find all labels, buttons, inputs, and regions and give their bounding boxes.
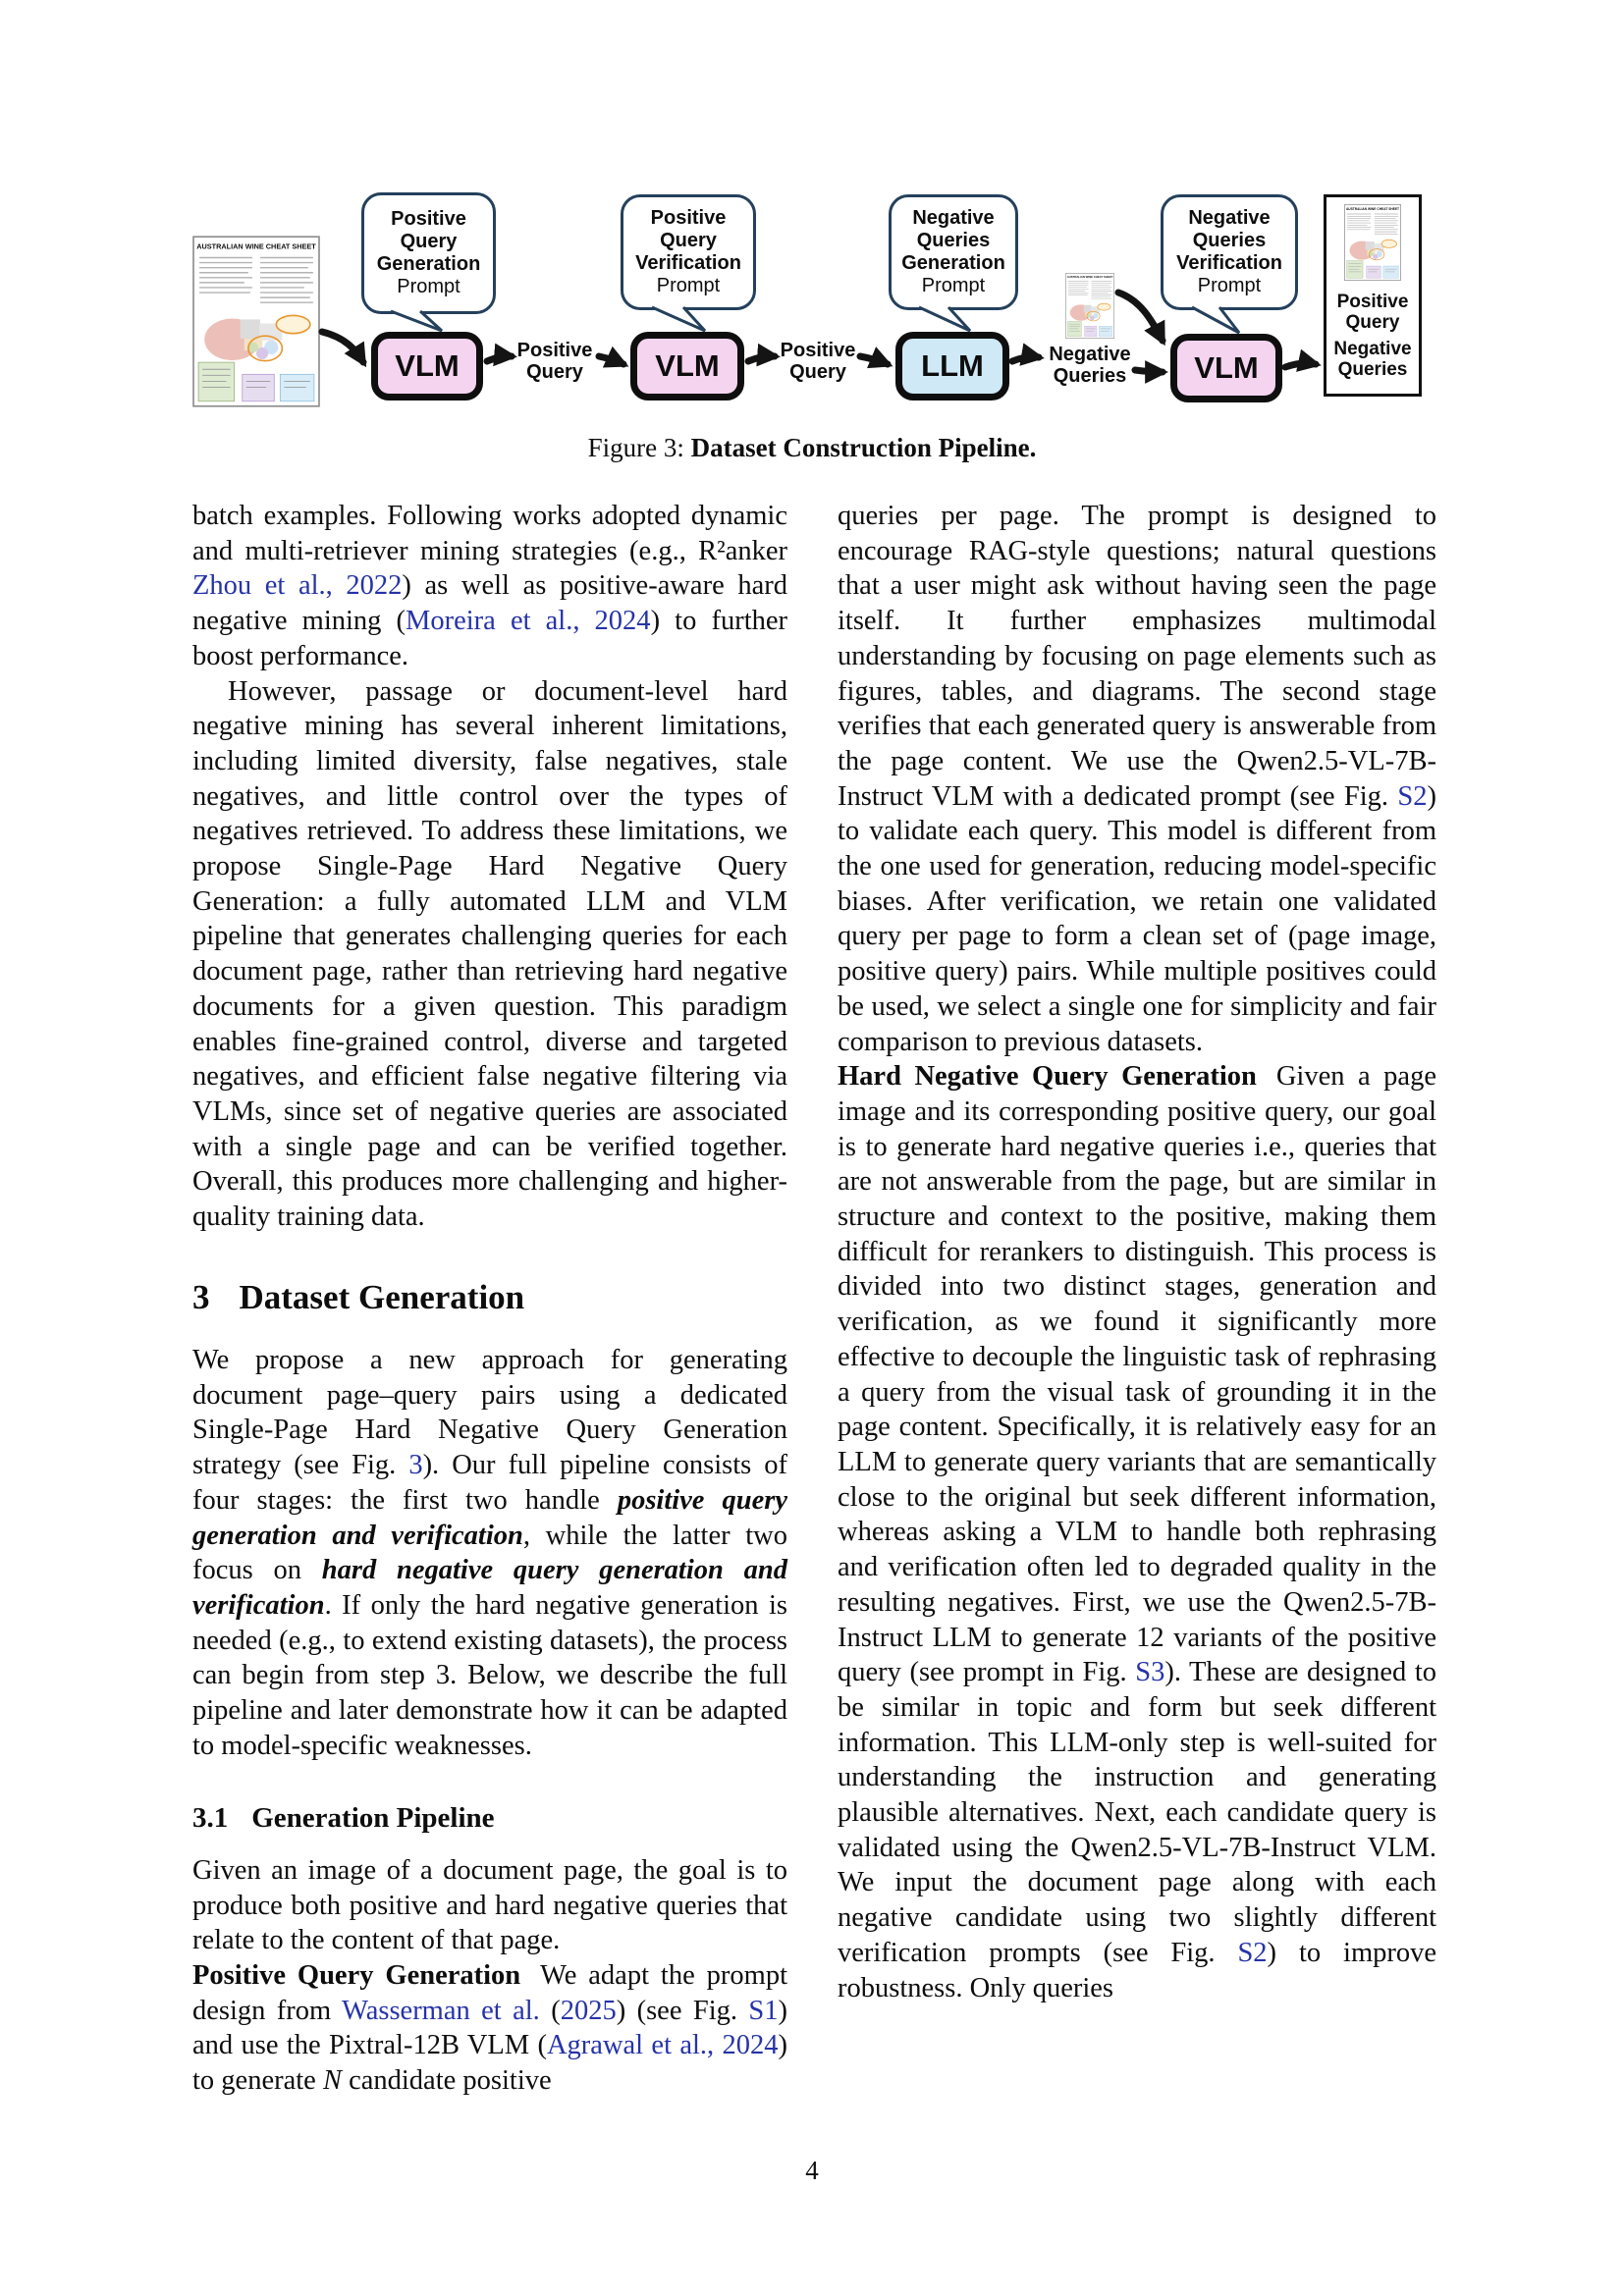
section-heading	[192, 1278, 787, 1317]
paragraph	[192, 1958, 787, 2099]
bubble-tail-4	[1192, 307, 1239, 333]
citation-link[interactable]: S3	[1135, 1657, 1165, 1688]
model-label: LLM	[921, 348, 984, 383]
bubble-tail-3	[919, 307, 970, 331]
flow-label-positive-query-2: Positive Query	[780, 340, 856, 384]
text-segment: positive query generation and verification	[192, 1484, 787, 1551]
figure-caption-prefix: Figure 3:	[587, 433, 691, 462]
run-in-heading: Positive Query Generation	[192, 1959, 521, 1991]
arrow-minithumb-to-vlm3	[1118, 293, 1163, 341]
bubble-tail-2	[652, 307, 705, 331]
section-heading	[192, 1802, 787, 1835]
output-negative-queries-label: Negative Queries	[1333, 338, 1412, 380]
prompt-bubble-title: Positive Query Generation	[376, 208, 481, 275]
text-segment: (	[539, 1995, 561, 2026]
text-segment: ) (see Fig.	[616, 1995, 749, 2026]
text-segment: ). These are designed to be similar in topic and form but seek different information. This LLM-only step is well-suited for understanding the instruction and generating plausible alternatives. Next, each candidate query is validated using the Qwen2.5-VL-7B-Instruct VLM. We input the document page along with each negative candidate using two slightly different verification prompts (see Fig.	[838, 1657, 1436, 1968]
text-segment: , while the latter two focus on	[192, 1520, 787, 1586]
text-segment: However, passage or document-level hard negative mining has several inherent limitations, including limited diversity, false negatives, stale negatives, and little control over the types of negatives retrieved. To address these limitations, we propose Single-Page Hard Negative Query Generation: a fully automated LLM and VLM pipeline that generates challenging queries for each document page, rather than retrieving hard negative documents for a given question. This paradigm enables fine-grained control, diverse and targeted negatives, and efficient false negative filtering via VLMs, since set of negative queries are associated with a single page and can be verified together. Overall, this produces more challenging and higher-quality training data.	[192, 675, 787, 1233]
text-segment: candidate positive	[341, 2065, 552, 2097]
document-page-thumbnail-output	[1344, 204, 1401, 281]
citation-link[interactable]: S1	[748, 1995, 779, 2026]
paragraph	[192, 674, 787, 1235]
vlm-box-negative-verification	[1170, 334, 1282, 402]
text-segment: ) to improve robustness. Only queries	[838, 1937, 1437, 2003]
prompt-bubble-title: Negative Queries Generation	[901, 207, 1005, 274]
text-segment: queries per page. The prompt is designed to encourage RAG-style questions; natural questions that a user might ask without having seen the page itself. It further emphasizes multimodal understanding by focusing on page elements such as figures, tables, and diagrams. The second stage verifies that each generated query is answerable from the page content. We use the Qwen2.5-VL-7B-Instruct VLM with a dedicated prompt (see Fig.	[838, 501, 1436, 812]
right-column	[838, 499, 1436, 2005]
prompt-bubble-subtitle: Prompt	[1197, 274, 1262, 296]
prompt-bubble-subtitle: Prompt	[656, 274, 721, 296]
text-segment: ) to further boost performance.	[192, 606, 787, 671]
citation-link[interactable]: 3	[408, 1450, 423, 1481]
text-segment: Given an image of a document page, the goal is to produce both positive and hard negative queries that relate to the content of that page.	[192, 1854, 787, 1956]
section-number: 3.1	[192, 1802, 229, 1835]
run-in-heading: Hard Negative Query Generation	[838, 1061, 1257, 1093]
document-page-thumbnail-small	[1065, 273, 1114, 339]
text-segment: We propose a new approach for generating document page–query pairs using a dedicated Single-Page Hard Negative Query Generation strategy (see Fig.	[192, 1345, 787, 1481]
prompt-bubble-title: Negative Queries Verification	[1176, 207, 1282, 274]
text-segment: . If only the hard negative generation is needed (e.g., to extend existing datasets), the process can begin from step 3. Below, we describe the full pipeline and later demonstrate how it can be adapted to model-specific weaknesses.	[192, 1589, 787, 1761]
prompt-bubble-subtitle: Prompt	[397, 275, 460, 297]
paragraph	[838, 499, 1436, 1059]
section-title: Dataset Generation	[239, 1277, 525, 1316]
citation-link[interactable]: Zhou et al., 2022	[192, 570, 403, 602]
model-label: VLM	[655, 348, 720, 383]
citation-link[interactable]: Agrawal et al., 2024	[546, 2030, 779, 2061]
citation-link[interactable]: S2	[1397, 780, 1428, 812]
prompt-bubble-positive-generation	[361, 192, 496, 314]
model-label: VLM	[1194, 350, 1259, 385]
vlm-box-generation	[371, 332, 483, 400]
model-label: VLM	[395, 348, 460, 383]
flow-label-negative-queries: Negative Queries	[1049, 344, 1131, 388]
text-segment: batch examples. Following works adopted dynamic and multi-retriever mining strategies (e.g., R²anker	[192, 501, 787, 566]
citation-link[interactable]: Wasserman et al.	[342, 1995, 540, 2026]
prompt-bubble-negative-generation	[889, 194, 1018, 310]
arrow-doc-to-vlm1	[322, 332, 363, 362]
page-number: 4	[805, 2156, 819, 2185]
section-number: 3	[192, 1277, 210, 1316]
bubble-tail-1	[391, 311, 442, 331]
figure-caption-title: Dataset Construction Pipeline.	[690, 433, 1037, 462]
paragraph	[838, 1059, 1436, 2005]
text-segment: ) to validate each query. This model is different from the one used for generation, reducing model-specific biases. After verification, we retain one validated query per page to form a clean set of (page image, positive query) pairs. While multiple positives could be used, we select a single one for simplicity and fair comparison to previous datasets.	[838, 780, 1436, 1057]
section-title: Generation Pipeline	[251, 1802, 495, 1835]
llm-box-negative-generation	[895, 332, 1009, 400]
text-segment: We adapt the prompt design from	[192, 1959, 787, 2026]
citation-link[interactable]: 2025	[560, 1995, 617, 2026]
text-segment: ). Our full pipeline consists of four stages: the first two handle	[192, 1450, 787, 1516]
arrow-vlm3-to-output	[1285, 363, 1316, 367]
paragraph	[192, 1343, 787, 1763]
text-segment: ) to generate	[192, 2030, 787, 2097]
citation-link[interactable]: Moreira et al., 2024	[406, 606, 651, 637]
flow-label-positive-query-1: Positive Query	[516, 340, 593, 384]
prompt-bubble-positive-verification	[621, 194, 756, 310]
text-segment: N	[322, 2065, 342, 2097]
prompt-bubble-title: Positive Query Verification	[635, 207, 741, 274]
figure-caption	[0, 433, 1624, 463]
document-page-thumbnail	[192, 236, 320, 407]
left-column	[192, 499, 787, 2099]
text-segment: ) as well as positive-aware hard negative mining (	[192, 570, 787, 637]
output-box	[1324, 194, 1422, 397]
prompt-bubble-subtitle: Prompt	[921, 274, 986, 296]
vlm-box-verification	[630, 332, 744, 400]
text-segment: ) and use the Pixtral-12B VLM (	[192, 1995, 788, 2061]
citation-link[interactable]: S2	[1237, 1937, 1268, 1968]
paragraph	[192, 499, 787, 674]
text-segment: Given a page image and its corresponding positive query, our goal is to generate hard negative queries i.e., queries that are not answerable from the page, but are similar in structure and context to the positive, making them difficult for rerankers to distinguish. This process is divided into two distinct stages, generation and verification, as we found it significantly more effective to decouple the linguistic task of rephrasing a query from the visual task of grounding it in the page content. Specifically, it is relatively easy for an LLM to generate query variants that are semantically close to the original but seek different information, whereas asking a VLM to handle both rephrasing and verification often led to degraded quality in the resulting negatives. First, we use the Qwen2.5-7B-Instruct LLM to generate 12 variants of the positive query (see prompt in Fig.	[838, 1061, 1436, 1688]
pipeline-figure	[0, 0, 1624, 427]
text-segment: hard negative query generation and verification	[192, 1555, 787, 1621]
output-positive-query-label: Positive Query	[1336, 292, 1409, 333]
paragraph	[192, 1853, 787, 1958]
prompt-bubble-negative-verification	[1161, 194, 1298, 310]
